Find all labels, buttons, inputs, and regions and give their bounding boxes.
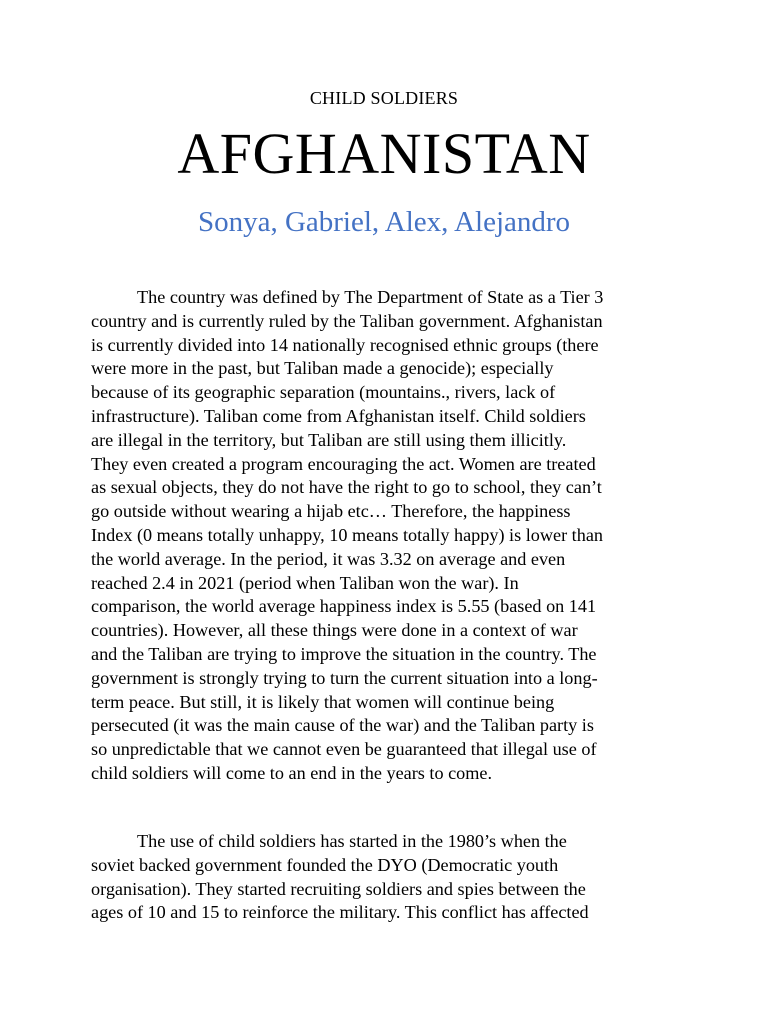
document-authors: Sonya, Gabriel, Alex, Alejandro [197, 206, 571, 238]
paragraph-line: are illegal in the territory, but Taliban are still using them illicitly. [91, 429, 567, 450]
paragraph-line: as sexual objects, they do not have the right to go to school, they can’t [91, 477, 602, 498]
paragraph-1 [91, 286, 679, 786]
paragraph-line: country and is currently ruled by the Taliban government. Afghanistan [91, 310, 603, 331]
paragraph-line: soviet backed government founded the DYO (Democratic youth [91, 854, 559, 875]
paragraph-line: They even created a program encouraging the act. Women are treated [91, 453, 596, 474]
paragraph-line: child soldiers will come to an end in the years to come. [91, 762, 493, 783]
paragraph-line: because of its geographic separation (mountains., rivers, lack of [91, 382, 556, 403]
paragraph-line: ages of 10 and 15 to reinforce the military. This conflict has affected [91, 902, 589, 923]
paragraph-line: were more in the past, but Taliban made a genocide); especially [91, 358, 554, 379]
paragraph-line: and the Taliban are trying to improve the situation in the country. The [91, 643, 597, 664]
paragraph-line: reached 2.4 in 2021 (period when Taliban won the war). In [91, 572, 519, 593]
document-kicker: CHILD SOLDIERS [309, 88, 459, 108]
paragraph-line: infrastructure). Taliban come from Afghanistan itself. Child soldiers [91, 405, 586, 426]
paragraph-line: go outside without wearing a hijab etc… Therefore, the happiness [91, 501, 571, 522]
paragraph-2 [91, 830, 679, 925]
paragraph-line: organisation). They started recruiting soldiers and spies between the [91, 878, 586, 899]
paragraph-line: The use of child soldiers has started in the 1980’s when the [137, 831, 567, 851]
paragraph-line: comparison, the world average happiness index is 5.55 (based on 141 [91, 596, 597, 617]
paragraph-line: the world average. In the period, it was 3.32 on average and even [91, 548, 566, 569]
document-title: AFGHANISTAN [177, 121, 591, 186]
paragraph-line: is currently divided into 14 nationally recognised ethnic groups (there [91, 334, 599, 355]
paragraph-line: government is strongly trying to turn the current situation into a long- [91, 667, 598, 688]
paragraph-line: Index (0 means totally unhappy, 10 means totally happy) is lower than [91, 524, 603, 545]
paragraph-line: so unpredictable that we cannot even be guaranteed that illegal use of [91, 739, 597, 760]
paragraph-line: The country was defined by The Department of State as a Tier 3 [137, 287, 604, 307]
paragraph-line: persecuted (it was the main cause of the war) and the Taliban party is [91, 715, 594, 736]
paragraph-line: countries). However, all these things were done in a context of war [91, 620, 578, 641]
paragraph-line: term peace. But still, it is likely that women will continue being [91, 691, 555, 712]
